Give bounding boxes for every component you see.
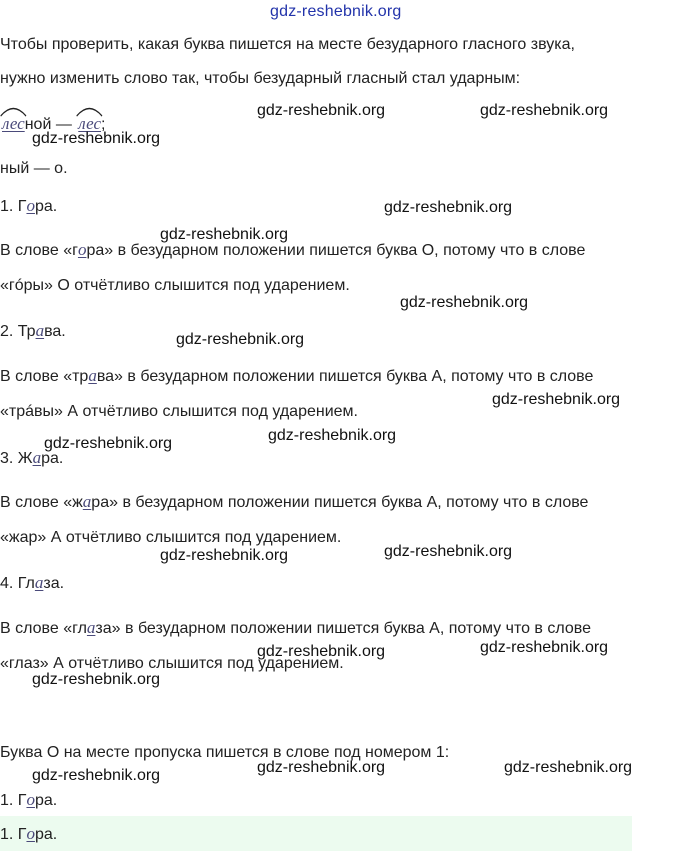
item-title-4 <box>0 573 64 594</box>
item-title-prefix: 3. Ж <box>0 450 33 467</box>
explanation-prefix: В слове «ж <box>0 494 83 511</box>
item-title-prefix: 4. Гл <box>0 575 35 592</box>
watermark: gdz-reshebnik.org <box>160 226 289 243</box>
answer-suffix: ра. <box>34 792 58 809</box>
conclusion-answer <box>0 790 57 811</box>
watermark: gdz-reshebnik.org <box>480 639 609 656</box>
item-check-2: «трáвы» А отчётливо слышится под ударением. <box>0 403 358 420</box>
answer-vowel: о <box>26 790 35 809</box>
conclusion-text: Буква О на месте пропуска пишется в слове под номером 1: <box>0 744 450 761</box>
dash: — <box>55 116 72 133</box>
item-check-1: «гóры» О отчётливо слышится под ударением. <box>0 277 350 294</box>
item-title-1 <box>0 196 57 217</box>
intro-line-2: нужно изменить слово так, чтобы безударный гласный стал ударным: <box>0 70 521 87</box>
answer-highlight-box <box>0 816 632 851</box>
item-title-suffix: ра. <box>34 198 58 215</box>
highlighted-answer <box>0 824 57 845</box>
watermark: gdz-reshebnik.org <box>492 391 621 408</box>
item-check-4: «глаз» А отчётливо слышится под ударением. <box>0 655 344 672</box>
root-arc-icon <box>76 105 103 117</box>
item-explanation-2 <box>0 366 593 387</box>
watermark: gdz-reshebnik.org <box>400 294 529 311</box>
explanation-suffix: ра» в безударном положении пишется буква А, потому что в слове <box>91 494 589 511</box>
explanation-vowel: а <box>88 366 97 385</box>
answer-prefix: 1. Г <box>0 826 27 843</box>
item-title-suffix: ра. <box>41 450 64 467</box>
explanation-vowel: о <box>77 240 87 259</box>
item-title-vowel: о <box>26 196 35 215</box>
word-ending: ной <box>24 116 52 133</box>
explanation-prefix: В слове «г <box>0 242 78 259</box>
item-explanation-3 <box>0 492 588 513</box>
item-title-suffix: за. <box>43 575 65 592</box>
answer-vowel: о <box>26 824 35 843</box>
item-explanation-4 <box>0 618 591 639</box>
watermark: gdz-reshebnik.org <box>504 759 633 776</box>
answer-prefix: 1. Г <box>0 792 27 809</box>
answer-suffix: ра. <box>34 826 58 843</box>
explanation-suffix: ра» в безударном положении пишется буква О, потому что в слове <box>86 242 586 259</box>
watermark: gdz-reshebnik.org <box>268 427 397 444</box>
explanation-vowel: а <box>82 492 92 511</box>
watermark: gdz-reshebnik.org <box>32 130 161 147</box>
site-header-link[interactable]: gdz-reshebnik.org <box>270 3 402 20</box>
watermark: gdz-reshebnik.org <box>44 435 173 452</box>
intro-line-1: Чтобы проверить, какая буква пишется на месте безударного гласного звука, <box>0 36 575 53</box>
root-arc-icon <box>0 105 27 117</box>
watermark: gdz-reshebnik.org <box>160 547 289 564</box>
watermark: gdz-reshebnik.org <box>480 102 609 119</box>
explanation-prefix: В слове «гл <box>0 620 87 637</box>
item-title-2 <box>0 321 66 342</box>
intro-continuation: ный — о. <box>0 160 68 177</box>
item-title-suffix: ва. <box>44 323 66 340</box>
item-title-vowel: а <box>35 321 45 340</box>
root-text: лес <box>2 114 25 133</box>
item-title-vowel: а <box>32 448 42 467</box>
root-lesnoy <box>2 114 25 135</box>
explanation-vowel: а <box>86 618 96 637</box>
item-explanation-1 <box>0 240 585 261</box>
explanation-prefix: В слове «тр <box>0 368 89 385</box>
explanation-suffix: за» в безударном положении пишется буква А, потому что в слове <box>95 620 592 637</box>
watermark: gdz-reshebnik.org <box>384 199 513 216</box>
item-title-vowel: а <box>34 573 44 592</box>
item-title-prefix: 1. Г <box>0 198 27 215</box>
watermark: gdz-reshebnik.org <box>32 671 161 688</box>
item-check-3: «жар» А отчётливо слышится под ударением. <box>0 529 342 546</box>
root-text: лес <box>78 114 101 133</box>
watermark: gdz-reshebnik.org <box>257 102 386 119</box>
semicolon: ; <box>100 116 106 133</box>
watermark: gdz-reshebnik.org <box>257 759 386 776</box>
explanation-suffix: ва» в безударном положении пишется буква А, потому что в слове <box>96 368 594 385</box>
watermark: gdz-reshebnik.org <box>32 767 161 784</box>
item-title-prefix: 2. Тр <box>0 323 36 340</box>
watermark: gdz-reshebnik.org <box>257 643 386 660</box>
watermark: gdz-reshebnik.org <box>176 331 305 348</box>
watermark: gdz-reshebnik.org <box>384 543 513 560</box>
